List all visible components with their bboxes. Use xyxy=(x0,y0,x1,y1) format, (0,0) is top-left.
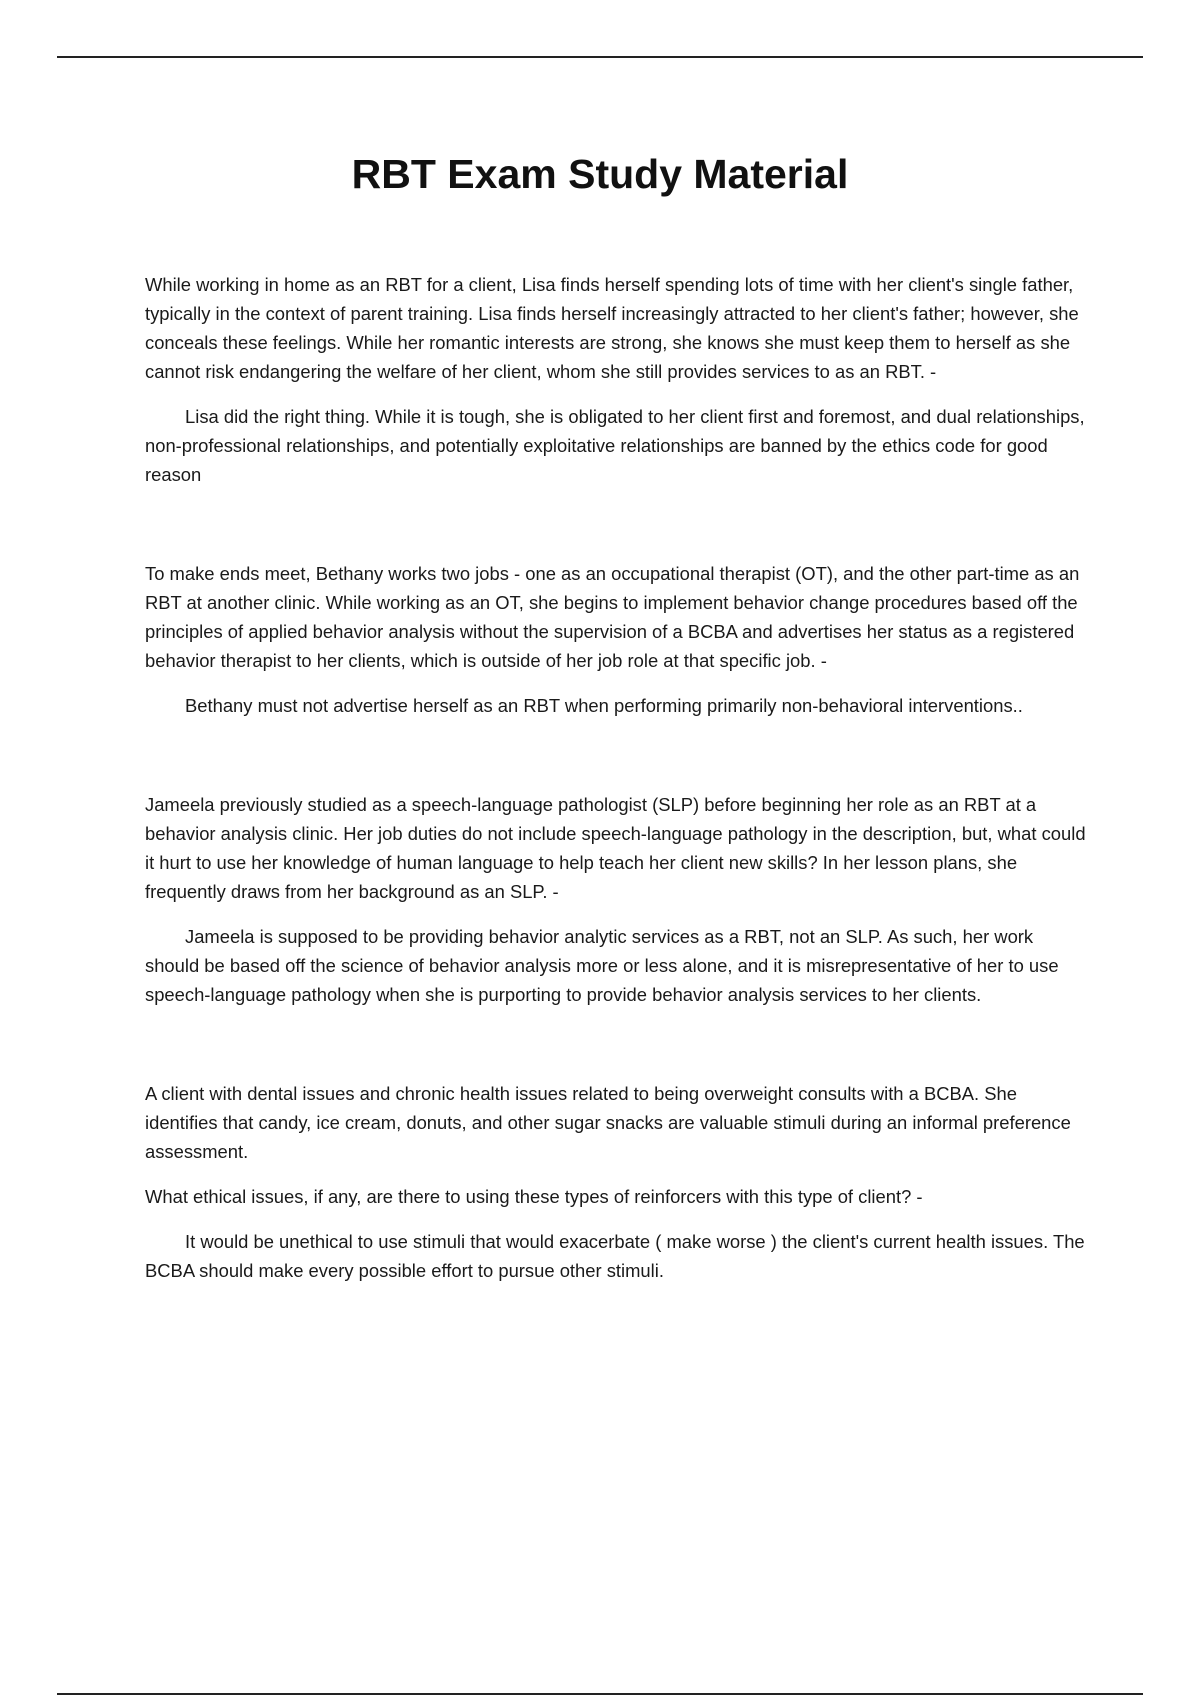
qa-item xyxy=(145,1079,1090,1285)
question-text: While working in home as an RBT for a client, Lisa finds herself spending lots of time with her client's single father, typically in the context of parent training. Lisa finds herself increasingly attracted to her client's father; however, she conceals these feelings. While her romantic interests are strong, she knows she must keep them to herself as she cannot risk endangering the welfare of her client, whom she still provides services to as an RBT. - xyxy=(145,274,1079,382)
answer-text: Bethany must not advertise herself as an RBT when performing primarily non-behavioral interventions.. xyxy=(185,695,1023,716)
document-body xyxy=(145,270,1090,1285)
top-rule xyxy=(57,56,1143,58)
answer-text: Lisa did the right thing. While it is tough, she is obligated to her client first and foremost, and dual relationships, non-professional relationships, and potentially exploitative relationships are banned by the ethics code for good reason xyxy=(145,406,1085,485)
question-text: Jameela previously studied as a speech-language pathologist (SLP) before beginning her role as an RBT at a behavior analysis clinic. Her job duties do not include speech-language pathology in the description, but, what could it hurt to use her knowledge of human language to help teach her client new skills? In her lesson plans, she frequently draws from her background as an SLP. - xyxy=(145,794,1086,902)
bottom-rule xyxy=(57,1693,1143,1695)
question-followup-text: What ethical issues, if any, are there to using these types of reinforcers with this type of client? - xyxy=(145,1186,923,1207)
qa-item xyxy=(145,270,1090,489)
answer-text: Jameela is supposed to be providing behavior analytic services as a RBT, not an SLP. As such, her work should be based off the science of behavior analysis more or less alone, and it is misrepresentative of her to use speech-language pathology when she is purporting to provide behavior analysis services to her clients. xyxy=(145,926,1059,1005)
qa-item xyxy=(145,790,1090,1009)
question-text: To make ends meet, Bethany works two jobs - one as an occupational therapist (OT), and the other part-time as an RBT at another clinic. While working as an OT, she begins to implement behavior change procedures based off the principles of applied behavior analysis without the supervision of a BCBA and advertises her status as a registered behavior therapist to her clients, which is outside of her job role at that specific job. - xyxy=(145,563,1080,671)
answer-text: It would be unethical to use stimuli that would exacerbate ( make worse ) the client's current health issues. The BCBA should make every possible effort to pursue other stimuli. xyxy=(145,1231,1085,1281)
qa-item xyxy=(145,559,1090,720)
page-title: RBT Exam Study Material xyxy=(351,151,849,197)
question-text: A client with dental issues and chronic health issues related to being overweight consults with a BCBA. She identifies that candy, ice cream, donuts, and other sugar snacks are valuable stimuli during an informal preference assessment. xyxy=(145,1083,1071,1162)
